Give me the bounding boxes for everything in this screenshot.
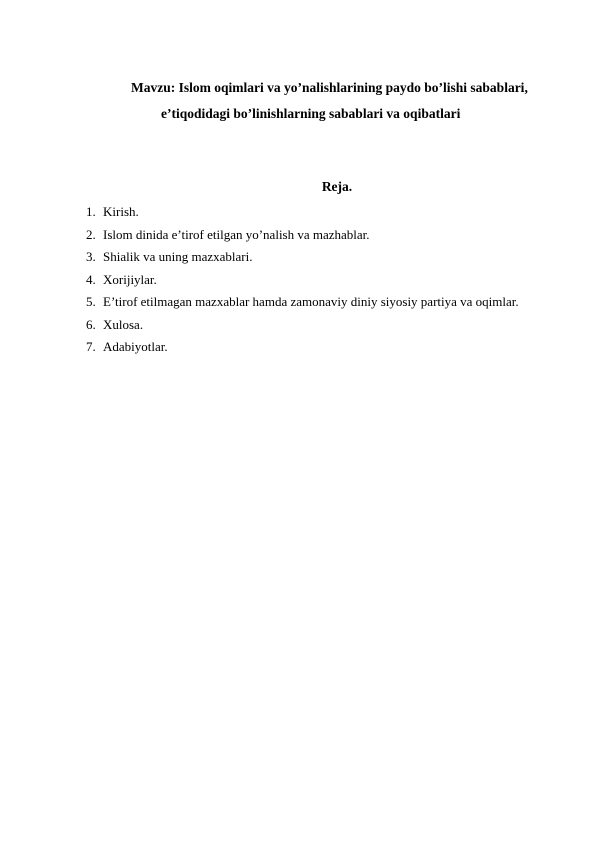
plan-item-number: 2. bbox=[86, 226, 96, 242]
plan-item-3 bbox=[86, 249, 519, 272]
plan-item-text: Xorijiylar. bbox=[103, 271, 157, 287]
plan-item-text: Shialik va uning mazxablari. bbox=[103, 249, 253, 264]
plan-heading: Reja. bbox=[321, 179, 353, 194]
plan-item-7 bbox=[86, 339, 519, 362]
plan-item-number: 3. bbox=[86, 249, 96, 264]
plan-item-number: 5. bbox=[86, 294, 96, 309]
plan-item-text: E’tirof etilmagan mazxablar hamda zamonaviy diniy siyosiy partiya va oqimlar. bbox=[103, 294, 519, 309]
plan-list bbox=[86, 204, 519, 362]
plan-item-text: Islom dinida e’tirof etilgan yo’nalish va mazhablar. bbox=[103, 226, 370, 242]
document-title-line-2: e’tiqodidagi bo’linishlarning sabablari va oqibatlari bbox=[161, 106, 461, 121]
plan-item-5 bbox=[86, 294, 519, 317]
plan-item-6 bbox=[86, 317, 519, 340]
plan-item-text: Xulosa. bbox=[103, 316, 144, 332]
plan-item-number: 4. bbox=[86, 271, 96, 287]
plan-item-2 bbox=[86, 227, 519, 250]
plan-item-number: 6. bbox=[86, 316, 96, 332]
plan-item-text: Kirish. bbox=[103, 204, 139, 219]
plan-item-text: Adabiyotlar. bbox=[103, 339, 168, 354]
plan-item-4 bbox=[86, 272, 519, 295]
plan-item-number: 7. bbox=[86, 339, 96, 354]
plan-item-number: 1. bbox=[86, 204, 96, 219]
plan-item-1 bbox=[86, 204, 519, 227]
document-title-line-1: Mavzu: Islom oqimlari va yo’nalishlarining paydo bo’lishi sabablari, bbox=[131, 80, 528, 95]
